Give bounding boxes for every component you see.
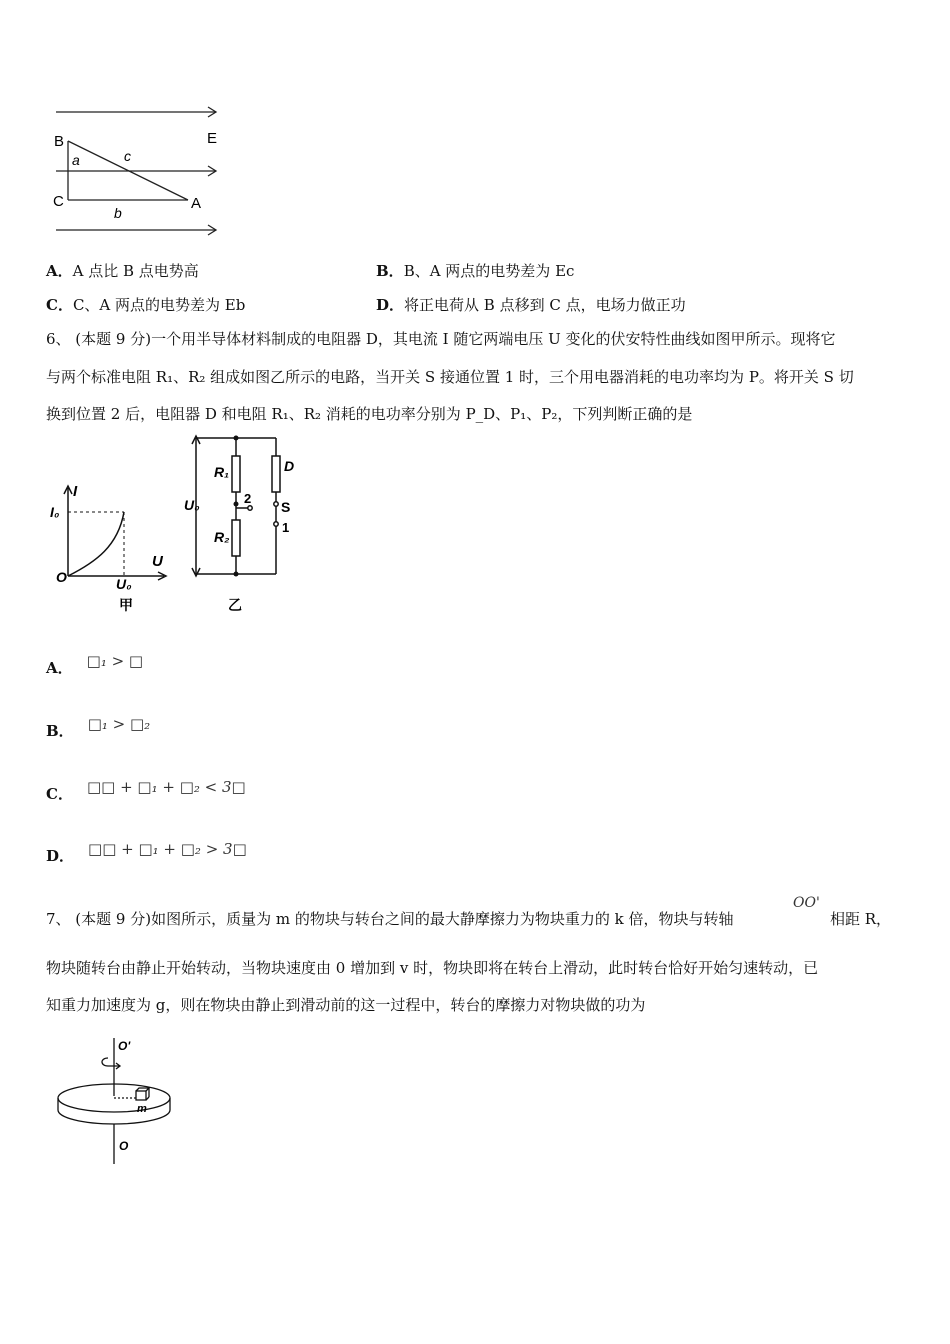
option-formula: □□ + □₁ + □₂ > 3□	[88, 840, 247, 858]
label-O-prime: O'	[118, 1039, 131, 1053]
label-a: a	[72, 152, 80, 168]
label-c: c	[124, 148, 131, 164]
figure-caption-jia: 甲	[119, 597, 133, 613]
iu-curve-figure	[46, 478, 176, 618]
label-b: b	[114, 205, 122, 221]
axis-label-I: I	[73, 483, 78, 500]
label-C: C	[53, 193, 64, 210]
label-D: D	[284, 458, 295, 474]
option-text: C、A 两点的电势差为 Eb	[72, 296, 246, 314]
option-label: D．	[376, 296, 405, 314]
q7-stem-line-1	[46, 909, 734, 929]
q5-option-a	[46, 261, 199, 281]
option-text: A 点比 B 点电势高	[72, 262, 199, 280]
label-m: m	[137, 1103, 147, 1115]
triangle-field-figure	[40, 100, 240, 245]
option-label: B．	[376, 262, 404, 280]
q5-option-d	[376, 295, 686, 315]
q6-option-a	[46, 652, 144, 678]
label-S: S	[281, 499, 291, 515]
q7-stem-line-1-end: 相距 R，	[830, 910, 892, 928]
q7-stem-text: 7、 (本题 9 分)如图所示，质量为 m 的物块与转台之间的最大静摩擦力为物块重力的 k 倍，物块与转轴	[46, 910, 734, 928]
option-label: C．	[46, 296, 73, 314]
option-label: A．	[46, 262, 73, 280]
label-O: O	[119, 1139, 129, 1153]
option-text: 将正电荷从 B 点移到 C 点，电场力做正功	[404, 296, 686, 314]
option-label: B．	[46, 722, 74, 740]
option-text: B、A 两点的电势差为 Ec	[403, 262, 575, 280]
option-label: D．	[46, 847, 75, 865]
label-pos2: 2	[244, 491, 252, 506]
label-R1: R₁	[214, 464, 230, 480]
label-E: E	[207, 130, 218, 147]
option-formula: □₁ > □	[86, 652, 144, 670]
label-R2: R₂	[214, 529, 230, 545]
q6-option-b	[46, 715, 151, 741]
option-formula: □□ + □₁ + □₂ < 3□	[86, 778, 246, 796]
label-B: B	[54, 133, 65, 150]
turntable-figure	[50, 1036, 185, 1166]
q7-stem-line-3: 知重力加速度为 g，则在物块由静止到滑动前的这一过程中，转台的摩擦力对物块做的功为	[46, 996, 646, 1014]
label-origin: O	[56, 569, 67, 585]
axis-label-U: U	[152, 553, 163, 570]
option-label: A．	[46, 659, 73, 677]
q5-option-c	[46, 295, 245, 315]
q6-option-d	[46, 840, 247, 866]
option-formula: □₁ > □₂	[87, 715, 151, 733]
label-A: A	[191, 195, 202, 212]
axis-symbol: OO'	[793, 895, 820, 911]
q6-stem-line-2: 与两个标准电阻 R₁、R₂ 组成如图乙所示的电路，当开关 S 接通位置 1 时，三个用电器消耗的电功率均为 P。将开关 S 切	[46, 368, 854, 386]
q5-option-b	[376, 261, 574, 281]
q6-option-c	[46, 778, 246, 804]
label-U0: U₀	[116, 576, 132, 592]
label-I0: I₀	[50, 504, 60, 520]
q6-stem-line-1: 6、 (本题 9 分)一个用半导体材料制成的电阻器 D，其电流 I 随它两端电压 U 变化的伏安特性曲线如图甲所示。现将它	[46, 330, 836, 348]
figure-caption-yi: 乙	[228, 597, 242, 613]
label-U0-circuit: U₀	[184, 497, 200, 513]
q7-stem-line-2: 物块随转台由静止开始转动，当物块速度由 0 增加到 v 时，物块即将在转台上滑动，此时转台恰好开始匀速转动，已	[46, 959, 819, 977]
circuit-figure	[180, 432, 305, 617]
q6-stem-line-3: 换到位置 2 后，电阻器 D 和电阻 R₁、R₂ 消耗的电功率分别为 P_D、P₁、P₂，下列判断正确的是	[46, 405, 693, 423]
option-label: C．	[46, 785, 73, 803]
label-pos1: 1	[282, 520, 290, 535]
